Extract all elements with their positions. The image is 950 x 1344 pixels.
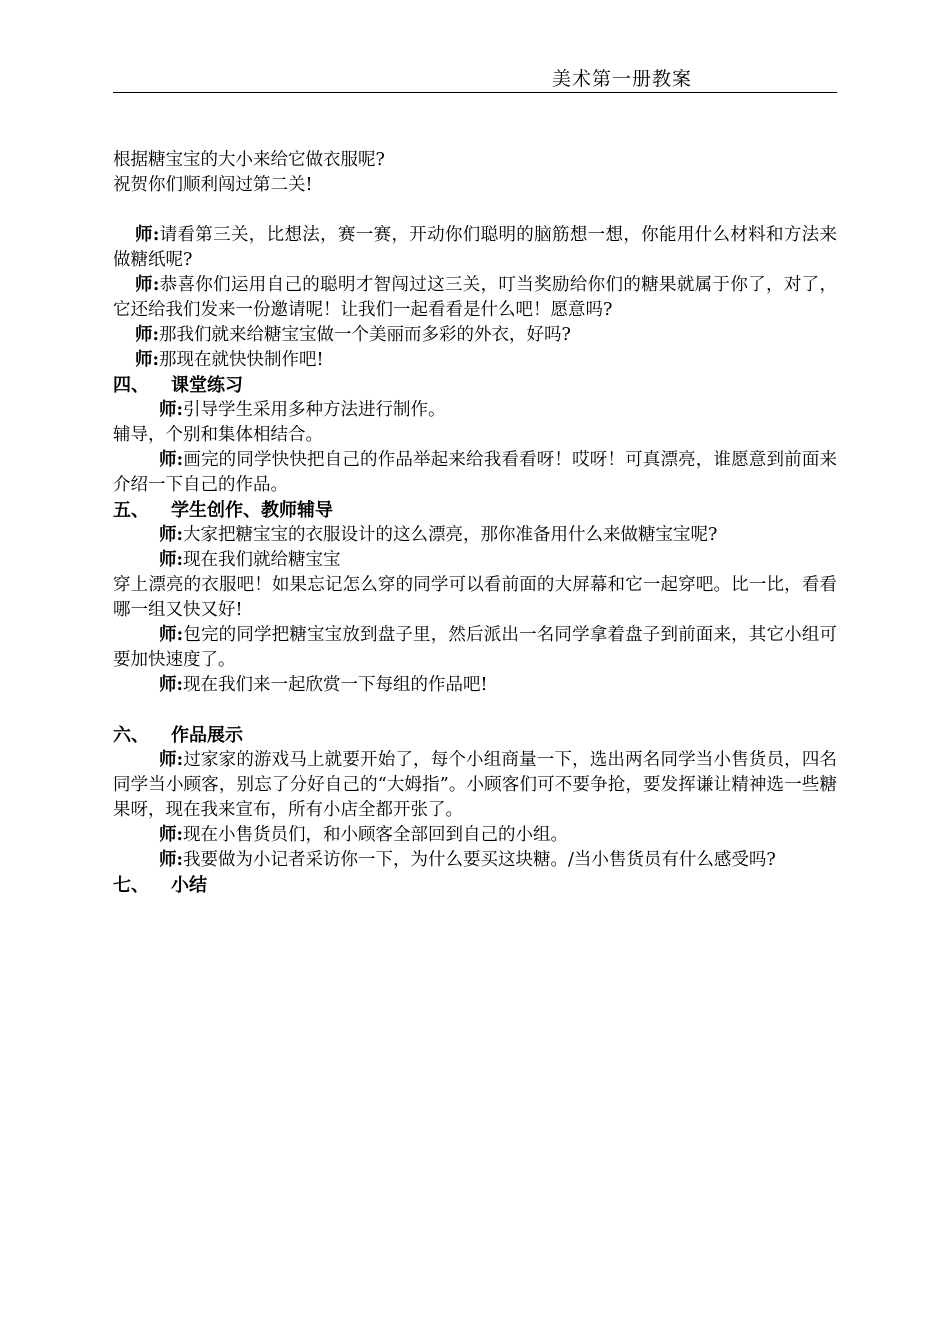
speaker-tag: 师: xyxy=(159,850,183,870)
speaker-tag: 师: xyxy=(159,450,184,470)
paragraph xyxy=(113,348,837,373)
paragraph-text: 现在我们就给糖宝宝 xyxy=(182,550,341,570)
paragraph xyxy=(113,548,837,573)
paragraph xyxy=(113,323,837,348)
section-heading xyxy=(113,873,837,898)
document-body xyxy=(113,148,837,898)
section-title: 学生创作、教师辅导 xyxy=(171,500,333,521)
speaker-tag: 师: xyxy=(159,825,183,845)
header-title: 美术第一册教案 xyxy=(551,68,692,90)
paragraph-text: 过家家的游戏马上就要开始了，每个小组商量一下，选出两名同学当小售货员，四名同学当小顾客，别忘了分好自己的“大姆指”。小顾客们可不要争抢，要发挥谦让精神选一些糖果呀，现在我来宣布，所有小店全都开张了。 xyxy=(113,750,837,820)
section-number: 六、 xyxy=(113,725,149,746)
paragraph xyxy=(113,223,837,273)
paragraph-text: 那现在就快快制作吧! xyxy=(158,350,324,370)
section-heading xyxy=(113,723,837,748)
speaker-tag: 师: xyxy=(159,400,183,420)
paragraph: 穿上漂亮的衣服吧！如果忘记怎么穿的同学可以看前面的大屏幕和它一起穿吧。比一比，看看哪一组又快又好! xyxy=(113,575,837,620)
blank-line xyxy=(113,698,837,723)
speaker-tag: 师: xyxy=(159,550,183,570)
blank-line xyxy=(113,198,837,223)
section-title: 作品展示 xyxy=(171,725,243,746)
paragraph xyxy=(113,448,837,498)
paragraph: 辅导，个别和集体相结合。 xyxy=(113,425,323,445)
section-heading xyxy=(113,498,837,523)
paragraph xyxy=(113,623,837,673)
section-number: 五、 xyxy=(113,500,149,521)
section-number: 七、 xyxy=(113,875,149,896)
paragraph-text: 我要做为小记者采访你一下，为什么要买这块糖。/当小售货员有什么感受吗? xyxy=(182,850,776,870)
section-number: 四、 xyxy=(113,375,149,396)
speaker-tag: 师: xyxy=(135,275,160,295)
paragraph-text: 请看第三关，比想法，赛一赛，开动你们聪明的脑筋想一想，你能用什么材料和方法来做糖纸呢? xyxy=(113,225,837,270)
speaker-tag: 师: xyxy=(135,225,160,245)
paragraph xyxy=(113,398,837,423)
paragraph-text: 恭喜你们运用自己的聪明才智闯过这三关，叮当奖励给你们的糖果就属于你了，对了，它还给我们发来一份邀请呢！让我们一起看看是什么吧！愿意吗? xyxy=(113,275,837,320)
paragraph-text: 那我们就来给糖宝宝做一个美丽而多彩的外衣，好吗? xyxy=(158,325,571,345)
speaker-tag: 师: xyxy=(159,525,183,545)
paragraph xyxy=(113,823,837,848)
section-heading xyxy=(113,373,837,398)
paragraph xyxy=(113,273,837,323)
paragraph-text: 现在我们来一起欣赏一下每组的作品吧! xyxy=(182,675,488,695)
paragraph xyxy=(113,523,837,548)
section-title: 课堂练习 xyxy=(171,375,243,396)
speaker-tag: 师: xyxy=(159,750,184,770)
paragraph-text: 大家把糖宝宝的衣服设计的这么漂亮，那你准备用什么来做糖宝宝呢? xyxy=(182,525,718,545)
speaker-tag: 师: xyxy=(135,325,159,345)
paragraph: 根据糖宝宝的大小来给它做衣服呢? xyxy=(113,150,385,170)
page-header xyxy=(113,64,837,93)
paragraph: 祝贺你们顺利闯过第二关! xyxy=(113,175,313,195)
speaker-tag: 师: xyxy=(135,350,159,370)
speaker-tag: 师: xyxy=(159,625,184,645)
paragraph xyxy=(113,748,837,823)
paragraph xyxy=(113,673,837,698)
paragraph-text: 包完的同学把糖宝宝放到盘子里，然后派出一名同学拿着盘子到前面来，其它小组可要加快速度了。 xyxy=(113,625,837,670)
paragraph xyxy=(113,848,837,873)
paragraph-text: 现在小售货员们，和小顾客全部回到自己的小组。 xyxy=(182,825,568,845)
paragraph-text: 引导学生采用多种方法进行制作。 xyxy=(182,400,446,420)
section-title: 小结 xyxy=(171,875,207,896)
speaker-tag: 师: xyxy=(159,675,183,695)
paragraph-text: 画完的同学快快把自己的作品举起来给我看看呀！哎呀！可真漂亮，谁愿意到前面来介绍一下自己的作品。 xyxy=(113,450,837,495)
